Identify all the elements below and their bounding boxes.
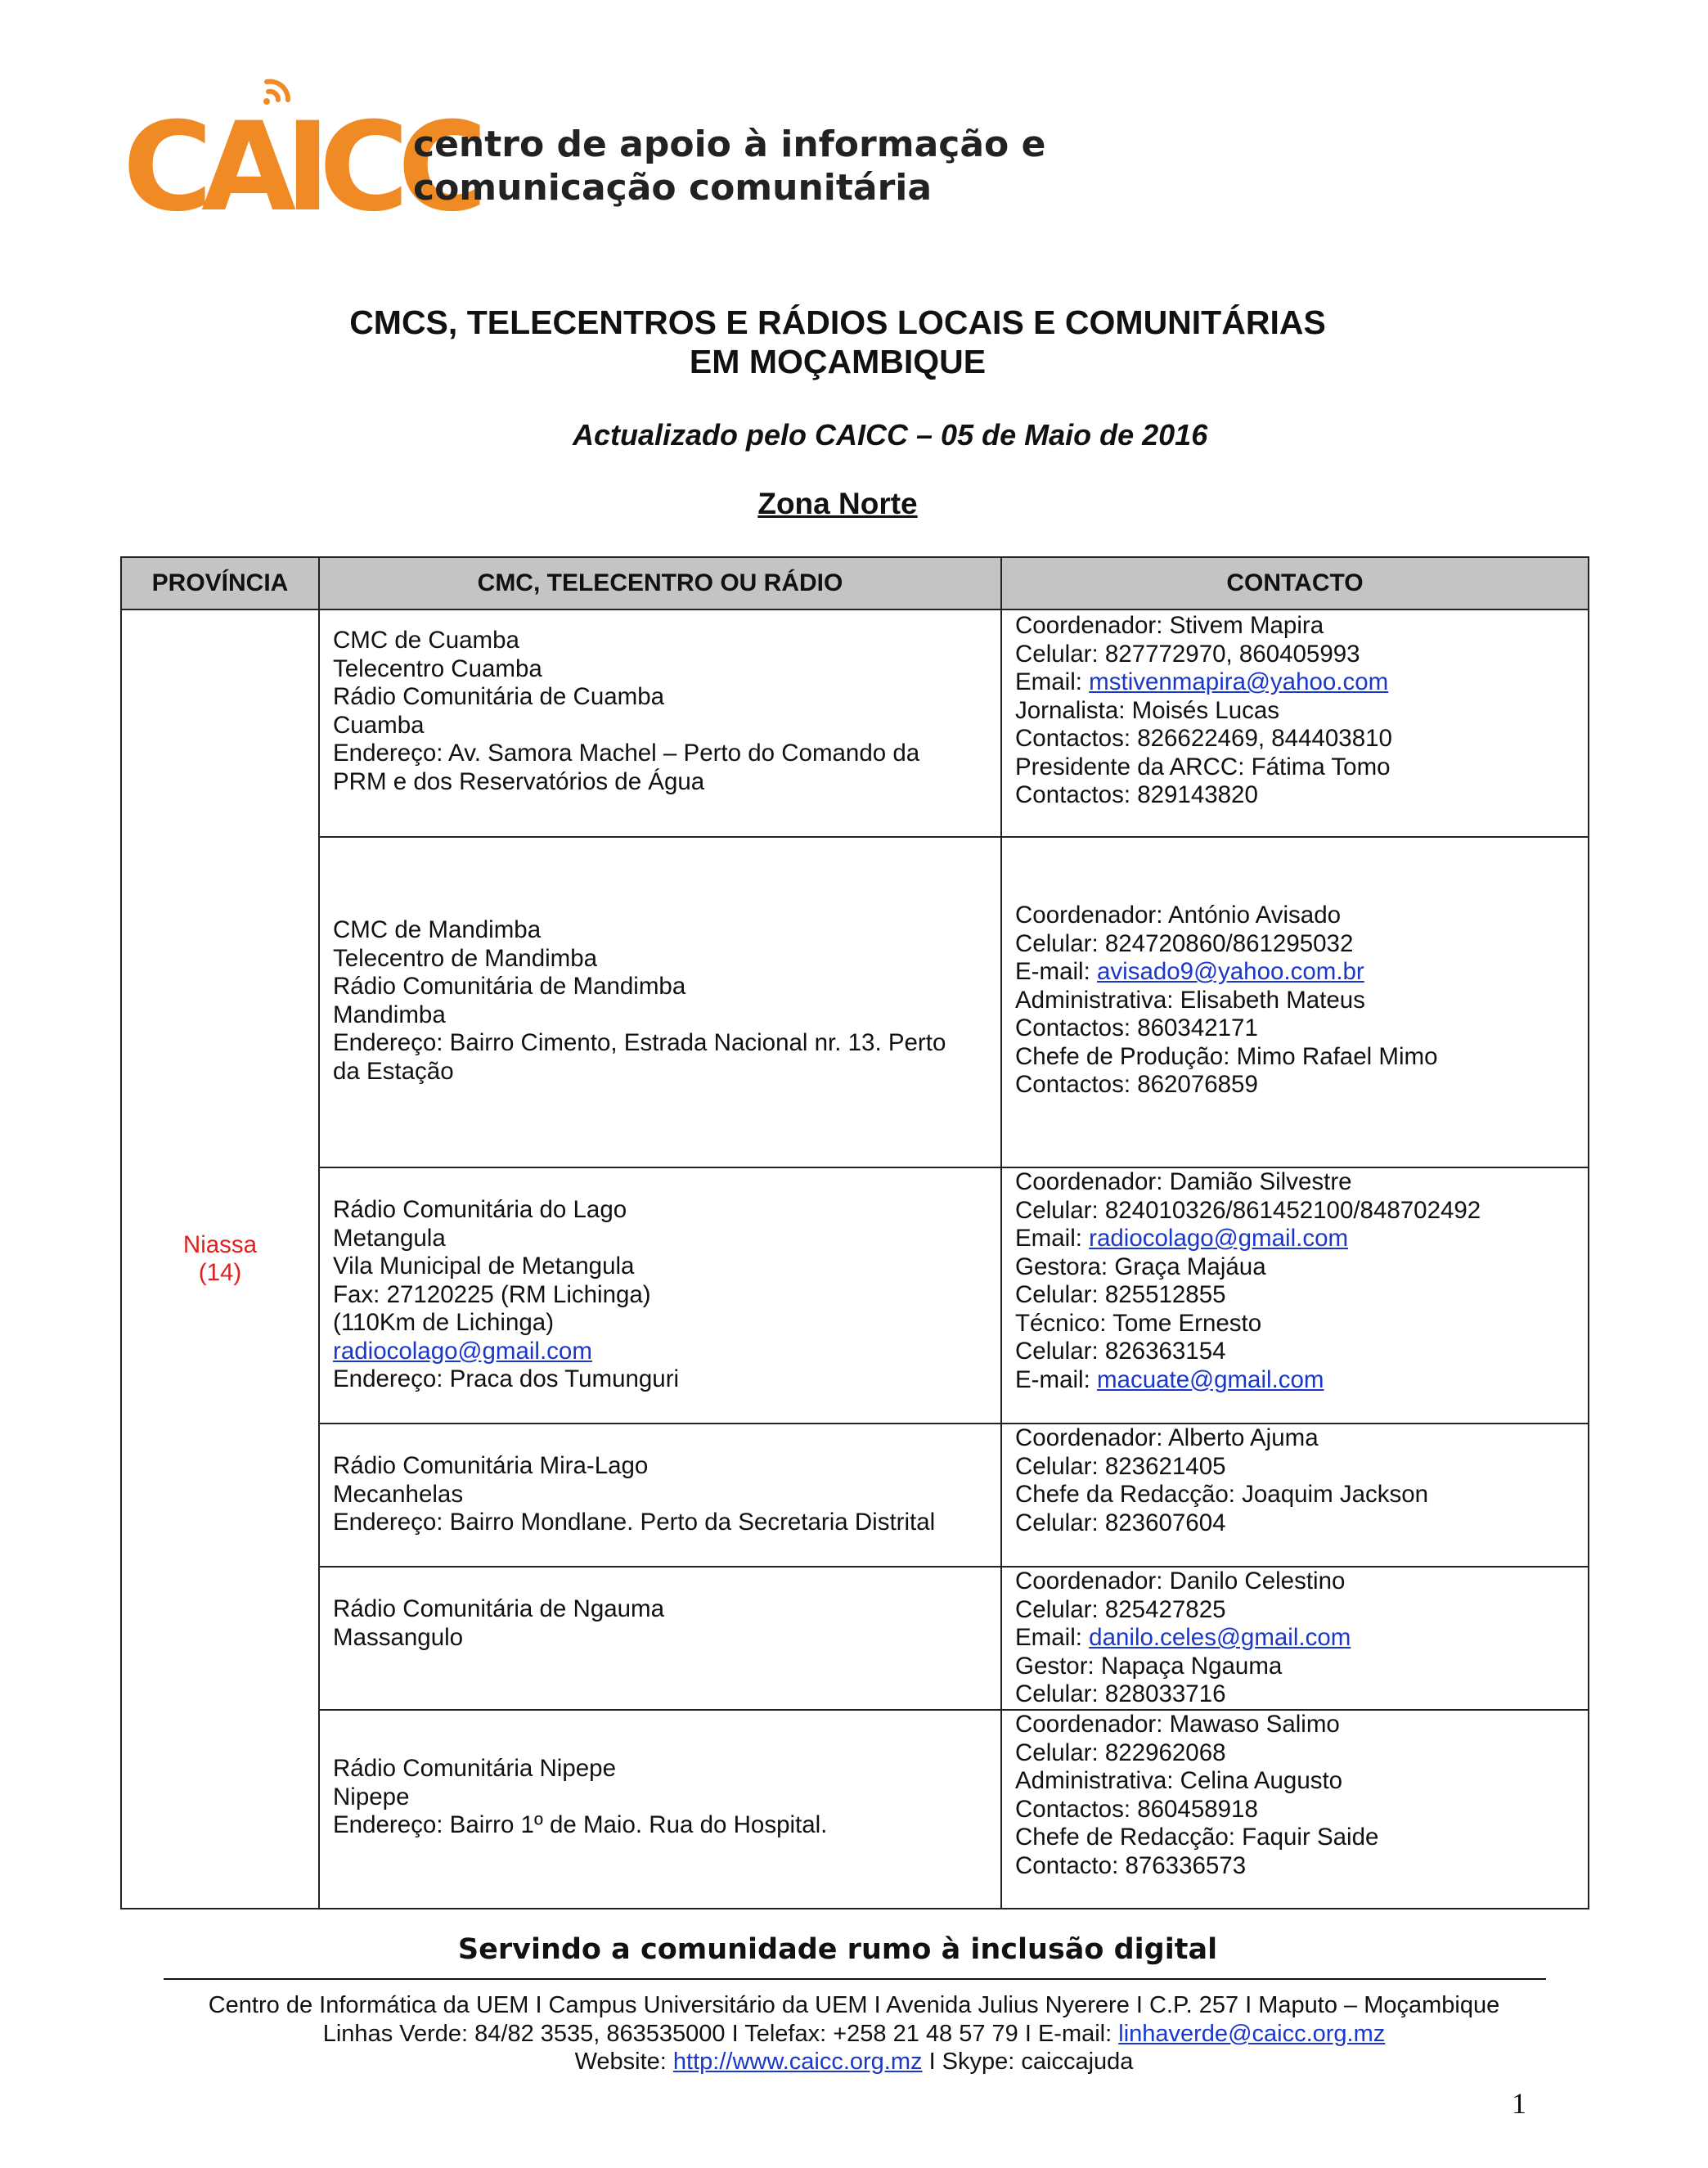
contact-line: Coordenador: Stivem Mapira [1015,612,1324,639]
entity-line: Nipepe [333,1783,410,1810]
footer-phone-line: Linhas Verde: 84/82 3535, 863535000 I Telefax: +258 21 48 57 79 I E-mail: linhaverde@caicc.org.mz [322,2020,1386,2047]
footer-address-line: Centro de Informática da UEM I Campus Universitário da UEM I Avenida Julius Nyerere I C.P. 257 I Maputo – Moçambique [208,1992,1500,2018]
contact-line: Chefe de Redacção: Faquir Saide [1015,1824,1379,1851]
entity-line: Fax: 27120225 (RM Lichinga) [333,1280,651,1308]
contact-email-line: Email: danilo.celes@gmail.com [1015,1624,1351,1651]
contact-line: Presidente da ARCC: Fátima Tomo [1015,753,1391,780]
entity-line: Vila Municipal de Metangula [333,1253,635,1280]
province-count: (14) [198,1259,242,1286]
contact-line: Contactos: 862076859 [1015,1071,1258,1098]
email-link[interactable]: radiocolago@gmail.com [333,1337,592,1365]
table-row [121,1710,1589,1909]
footer-email-link[interactable]: linhaverde@caicc.org.mz [1118,2020,1386,2047]
contact-line: Celular: 823607604 [1015,1509,1226,1536]
contact-line: Celular: 828033716 [1015,1680,1226,1707]
contact-cell [1001,609,1589,837]
entity-email-line [333,1338,987,1366]
contact-line: Contactos: 860342171 [1015,1014,1258,1041]
contact-line: Gestora: Graça Majáua [1015,1253,1266,1280]
contact-line: Celular: 826363154 [1015,1338,1226,1365]
caicc-logo [123,80,477,239]
entity-line: Endereço: Praca dos Tumunguri [333,1365,680,1392]
entity-line: Massangulo [333,1623,464,1651]
contact-line: Coordenador: Mawaso Salimo [1015,1711,1340,1738]
contact-line: Administrativa: Elisabeth Mateus [1015,986,1365,1014]
entity-cell [319,1167,1001,1424]
entity-line: Rádio Comunitária Nipepe [333,1755,616,1782]
entity-cell [319,1567,1001,1710]
zone-heading: Zona Norte [757,487,918,520]
contact-email-line: E-mail: avisado9@yahoo.com.br [1015,958,1364,985]
footer-divider [164,1978,1546,1980]
entity-line: CMC de Cuamba [333,627,519,654]
table-header-row [121,557,1589,609]
entity-line: Rádio Comunitária Mira-Lago [333,1452,649,1479]
entity-line: Rádio Comunitária do Lago [333,1196,627,1223]
entity-line: Mandimba [333,1001,446,1028]
contact-line: Administrativa: Celina Augusto [1015,1767,1343,1794]
entity-cell [319,837,1001,1167]
contact-email-line: Email: mstivenmapira@yahoo.com [1015,668,1389,695]
contact-email-line: Email: radiocolago@gmail.com [1015,1225,1349,1252]
table-row [121,1567,1589,1710]
entity-cell [319,609,1001,837]
entity-line: Rádio Comunitária de Cuamba [333,683,665,710]
title-line-2: EM MOÇAMBIQUE [689,343,987,380]
logo-wordmark: CAICC [123,97,477,239]
tagline [413,123,1045,209]
contact-email-line: E-mail: macuate@gmail.com [1015,1365,1324,1393]
footer-info [0,1991,1708,2076]
entity-line: Endereço: Bairro 1º de Maio. Rua do Hospital. [333,1811,828,1838]
contact-line: Coordenador: Alberto Ajuma [1015,1424,1319,1451]
contact-line: Jornalista: Moisés Lucas [1015,696,1280,724]
contact-line: Celular: 824720860/861295032 [1015,929,1354,957]
contact-line: Celular: 825427825 [1015,1595,1226,1623]
entity-line: CMC de Mandimba [333,916,542,943]
email-link[interactable]: avisado9@yahoo.com.br [1096,958,1364,985]
contact-cell [1001,1710,1589,1909]
tagline-line-1: centro de apoio à informação e [413,124,1046,165]
email-link[interactable]: radiocolago@gmail.com [1089,1225,1349,1252]
entity-line: da Estação [333,1057,454,1085]
contact-cell [1001,1167,1589,1424]
contact-line: Coordenador: Damião Silvestre [1015,1168,1352,1195]
contact-line: Celular: 825512855 [1015,1281,1226,1308]
contact-line: Chefe de Produção: Mimo Rafael Mimo [1015,1042,1438,1070]
email-link[interactable]: macuate@gmail.com [1096,1365,1324,1393]
contact-line: Celular: 822962068 [1015,1738,1226,1766]
entity-line: Endereço: Av. Samora Machel – Perto do Comando da [333,740,920,767]
entity-cell [319,1424,1001,1567]
title-line-1: CMCS, TELECENTROS E RÁDIOS LOCAIS E COMUNITÁRIAS [349,304,1326,341]
email-link[interactable]: danilo.celes@gmail.com [1089,1624,1351,1651]
directory-table [120,556,1589,1909]
entity-line: Mecanhelas [333,1480,464,1508]
entity-line: Rádio Comunitária de Mandimba [333,973,686,1000]
province-name: Niassa [182,1230,258,1258]
contact-cell [1001,1567,1589,1710]
entity-line: Metangula [333,1224,446,1252]
contact-cell [1001,1424,1589,1567]
contact-line: Técnico: Tome Ernesto [1015,1309,1262,1337]
contact-cell [1001,837,1589,1167]
update-subtitle: Actualizado pelo CAICC – 05 de Maio de 2016 [573,418,1208,452]
contact-line: Chefe da Redacção: Joaquim Jackson [1015,1481,1429,1508]
contact-line: Coordenador: António Avisado [1015,902,1342,929]
tagline-line-2: comunicação comunitária [413,167,933,209]
contact-line: Gestor: Napaça Ngauma [1015,1652,1283,1680]
contact-line: Celular: 827772970, 860405993 [1015,640,1360,668]
email-link[interactable]: mstivenmapira@yahoo.com [1089,668,1389,695]
header-contacto: CONTACTO [1001,557,1589,609]
entity-line: Endereço: Bairro Cimento, Estrada Nacional nr. 13. Perto [333,1029,946,1056]
contact-line: Celular: 824010326/861452100/848702492 [1015,1196,1481,1224]
footer-slogan: Servindo a comunidade rumo à inclusão digital [457,1933,1218,1966]
table-row [121,609,1589,837]
entity-line: Cuamba [333,711,425,739]
contact-line: Coordenador: Danilo Celestino [1015,1568,1346,1595]
entity-line: PRM e dos Reservatórios de Água [333,767,705,795]
contact-line: Contactos: 829143820 [1015,781,1258,808]
table-row [121,1167,1589,1424]
province-cell [121,609,319,1909]
entity-line: Endereço: Bairro Mondlane. Perto da Secretaria Distrital [333,1509,936,1536]
document-title [0,303,1675,381]
footer-website-line: Website: http://www.caicc.org.mz I Skype: caiccajuda [574,2049,1134,2075]
contact-line: Contactos: 826622469, 844403810 [1015,725,1392,752]
entity-line: (110Km de Lichinga) [333,1309,555,1336]
header-provincia: PROVÍNCIA [121,557,319,609]
contact-line: Contacto: 876336573 [1015,1851,1247,1879]
entity-line: Telecentro Cuamba [333,654,542,682]
entity-cell [319,1710,1001,1909]
contact-line: Contactos: 860458918 [1015,1795,1258,1823]
header-logo [123,80,1063,239]
table-row [121,837,1589,1167]
entity-line: Telecentro de Mandimba [333,944,598,972]
website-link[interactable]: http://www.caicc.org.mz [672,2049,923,2075]
page-number: 1 [1512,2087,1526,2120]
header-entidade: CMC, TELECENTRO OU RÁDIO [319,557,1001,609]
entity-line: Rádio Comunitária de Ngauma [333,1595,665,1622]
table-row [121,1424,1589,1567]
contact-line: Celular: 823621405 [1015,1452,1226,1480]
